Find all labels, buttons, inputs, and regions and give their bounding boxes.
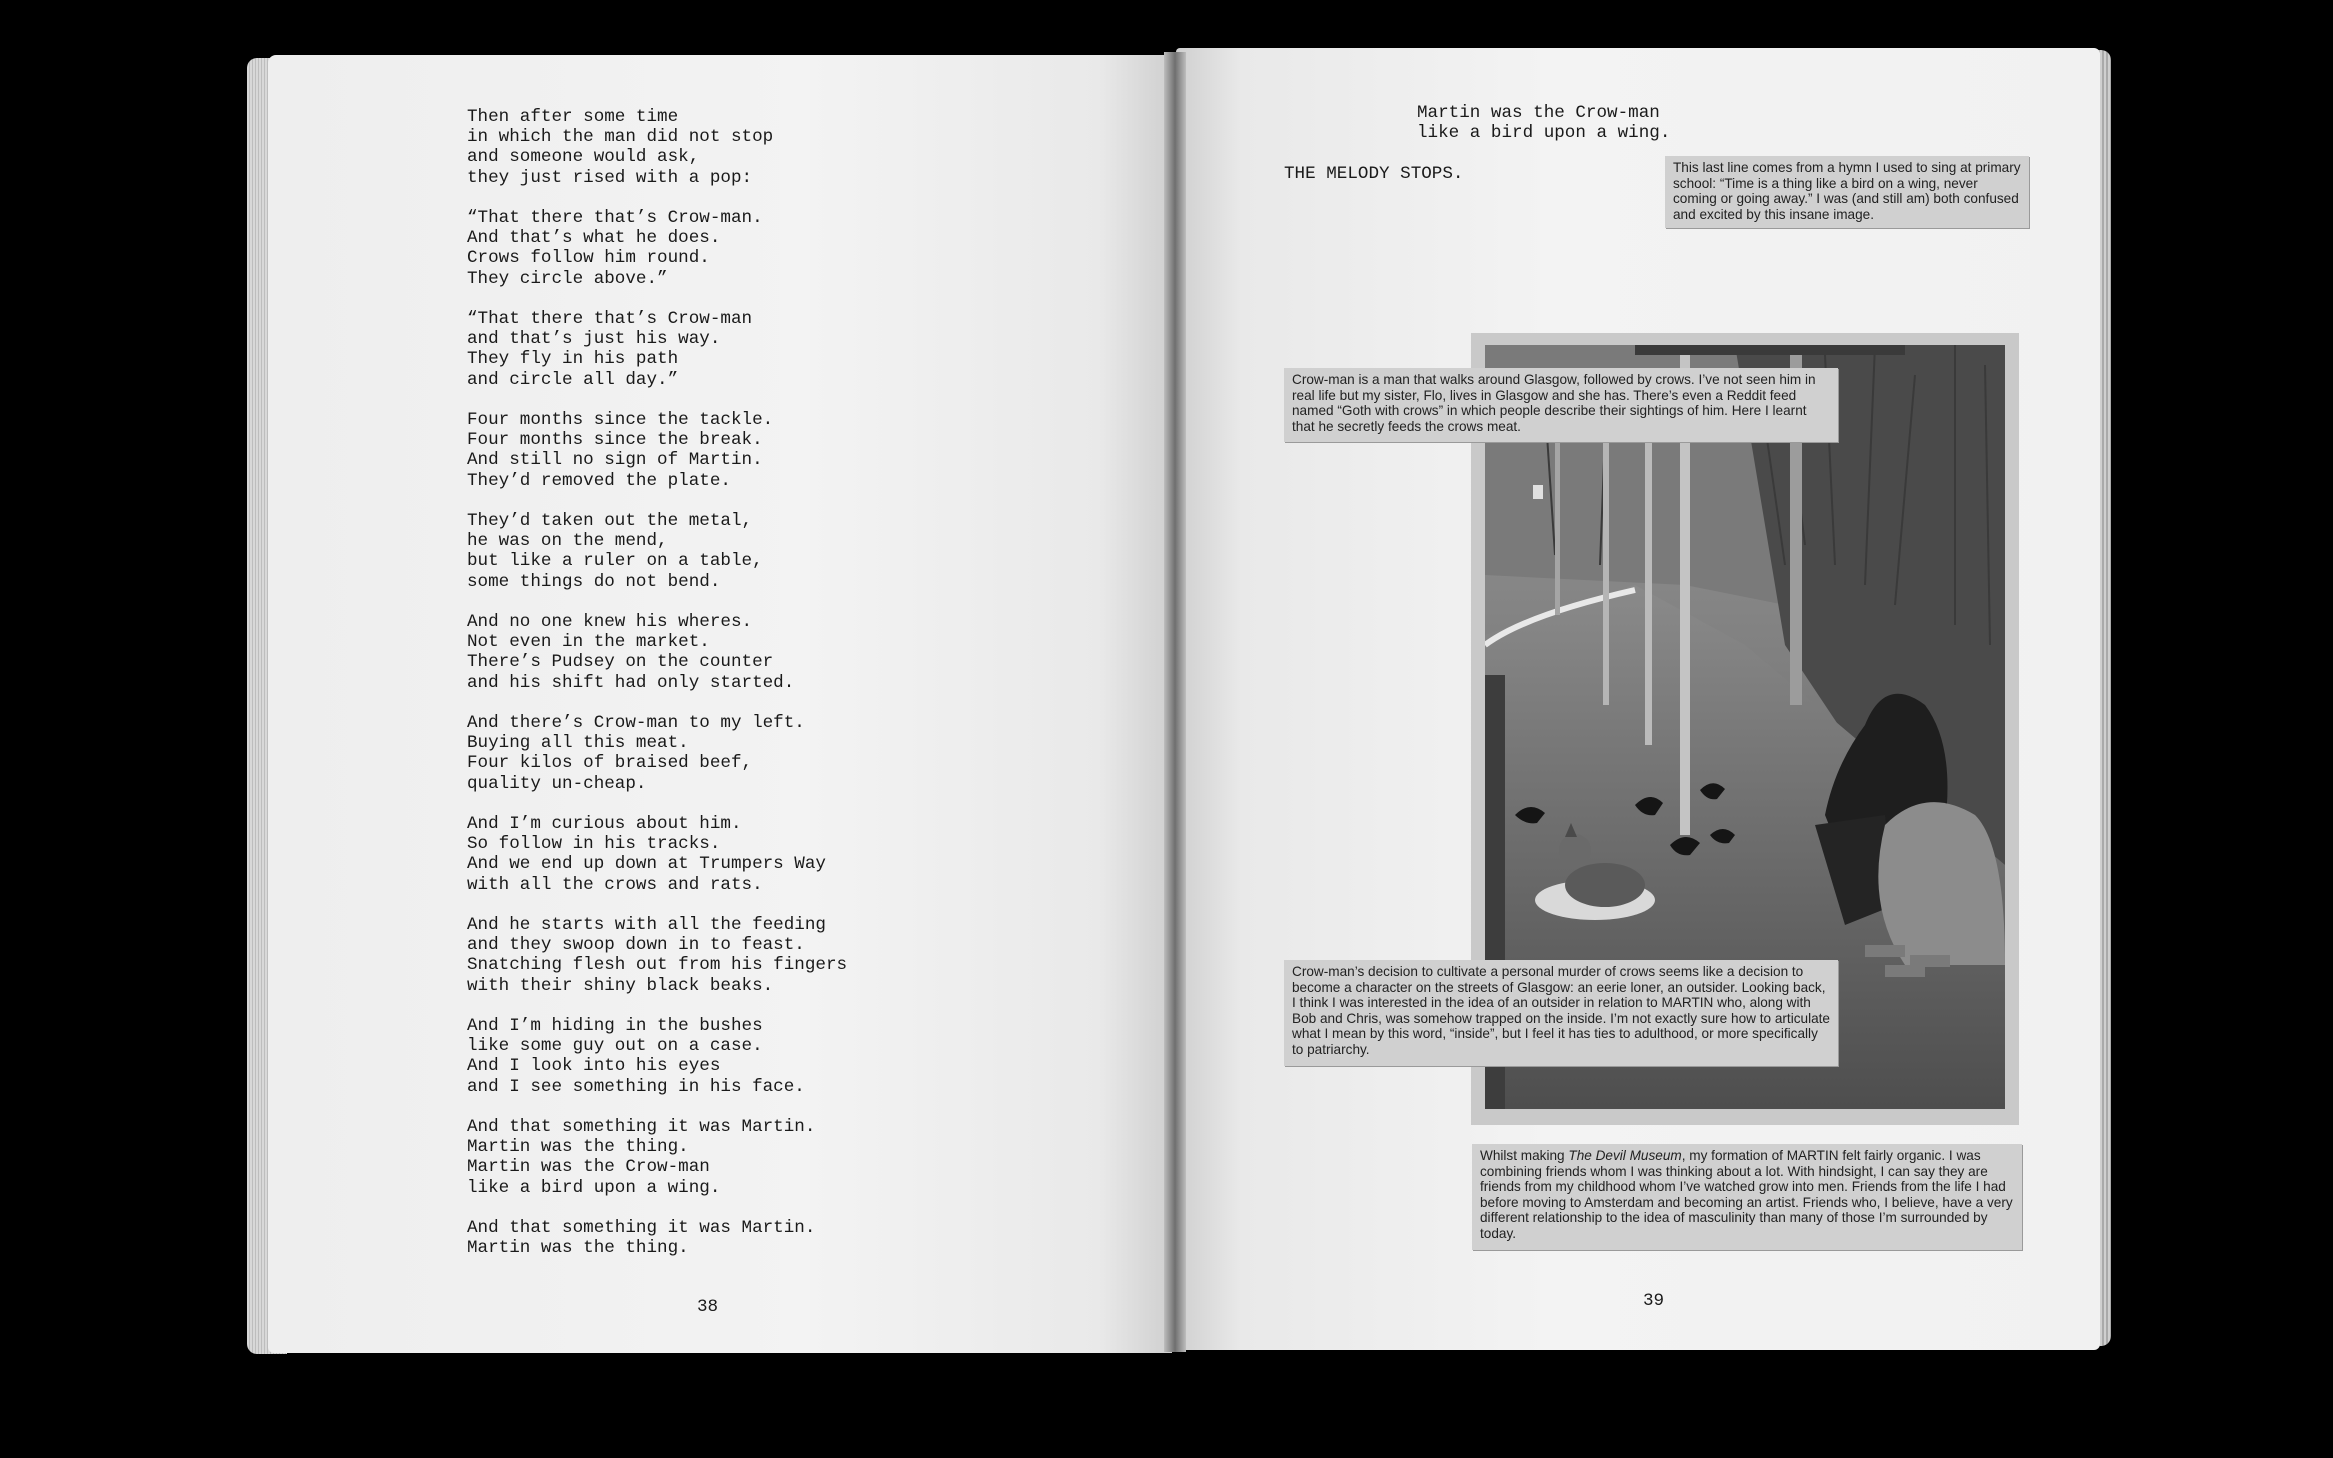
stanza (467, 1117, 887, 1198)
stanza (467, 1218, 887, 1258)
stanza (467, 208, 887, 289)
footnote-text: Whilst making (1480, 1148, 1569, 1163)
poem-line: with their shiny black beaks. (467, 975, 774, 996)
poem-line: Crows follow him round. (467, 248, 710, 269)
poem-line: And he starts with all the feeding (467, 915, 826, 935)
poem-line: And I’m hiding in the bushes (467, 1016, 763, 1036)
poem-line: They’d removed the plate. (467, 470, 731, 491)
poem-line: Martin was the Crow-man (467, 1157, 710, 1178)
poem-line: And that’s what he does. (467, 228, 721, 249)
poem-line: “That there that’s Crow-man. (467, 208, 763, 228)
poem-line: “That there that’s Crow-man (467, 309, 753, 329)
poem-line: some things do not bend. (467, 571, 721, 592)
poem-line: Four months since the tackle. (467, 410, 774, 430)
poem-line: Martin was the Crow-man (1417, 103, 1660, 123)
poem-line: They’d taken out the metal, (467, 511, 753, 531)
poem-line: And no one knew his wheres. (467, 612, 753, 632)
poem-line: like some guy out on a case. (467, 1036, 763, 1057)
stanza (467, 511, 887, 592)
poem-line: Four kilos of braised beef, (467, 753, 753, 774)
poem-line: They fly in his path (467, 349, 679, 370)
poem-line: Four months since the break. (467, 430, 763, 451)
poem-line: and I see something in his face. (467, 1076, 805, 1097)
stanza (467, 309, 887, 390)
poem-text (467, 107, 887, 1279)
stanza (467, 1016, 887, 1097)
stage-direction: THE MELODY STOPS. (1284, 164, 1464, 184)
stanza (467, 107, 887, 188)
poem-line: like a bird upon a wing. (1417, 123, 1671, 144)
poem-line: So follow in his tracks. (467, 834, 721, 855)
footnote-crowman: Crow-man is a man that walks around Glasgow, followed by crows. I’ve not seen him in real life but my sister, Flo, lives in Glasgow and she has. There’s even a Reddit feed named “Goth with crows” in which people describe their sightings of him. Here I learnt that he secretly feeds the crows meat. (1284, 368, 1838, 442)
stanza (467, 814, 887, 895)
poem-line: he was on the mend, (467, 531, 668, 552)
poem-line: There’s Pudsey on the counter (467, 652, 774, 673)
poem-line: They circle above.” (467, 268, 668, 289)
poem-line: and circle all day.” (467, 369, 679, 390)
poem-line: and his shift had only started. (467, 672, 795, 693)
poem-line: they just rised with a pop: (467, 167, 753, 188)
poem-line: And I look into his eyes (467, 1056, 721, 1077)
poem-line: quality un-cheap. (467, 773, 647, 794)
footnote-devil-museum (1472, 1144, 2022, 1250)
stanza (467, 612, 887, 693)
page-number-right: 39 (1643, 1291, 1665, 1311)
poem-line: and they swoop down in to feast. (467, 935, 805, 956)
poem-line: And I’m curious about him. (467, 814, 742, 834)
poem-line: Snatching flesh out from his fingers (467, 955, 848, 976)
poem-line: Buying all this meat. (467, 733, 689, 754)
poem-line: And that something it was Martin. (467, 1218, 816, 1238)
poem-line: Not even in the market. (467, 632, 710, 653)
poem-line: And there’s Crow-man to my left. (467, 713, 805, 733)
stanza (467, 410, 887, 491)
footnote-text: , my formation of MARTIN felt fairly organic. I was combining friends whom I was thinking about a lot. With hindsight, I can say they are friends from my childhood whom I’ve watched grow into men. Friends from the life I had before moving to Amsterdam and becoming an artist. Friends who, I believe, have a very different relationship to the idea of masculinity than many of those I’m surrounded by today. (1480, 1148, 2013, 1241)
poem-line: And still no sign of Martin. (467, 450, 763, 471)
poem-line: Martin was the thing. (467, 1238, 689, 1259)
book-title: The Devil Museum (1568, 1148, 1682, 1163)
poem-line: in which the man did not stop (467, 127, 774, 148)
poem-line: And that something it was Martin. (467, 1117, 816, 1137)
footnote-murder-of-crows: Crow-man’s decision to cultivate a personal murder of crows seems like a decision to become a character on the streets of Glasgow: an eerie loner, an outsider. Looking back, I think I was interested in the idea of an outsider in relation to MARTIN who, along with Bob and Chris, was somehow trapped on the inside. I’m not exactly sure how to articulate what I mean by this word, “inside”, but I feel it has ties to adulthood, or more specifically to patriarchy. (1284, 960, 1838, 1066)
poem-line: with all the crows and rats. (467, 874, 763, 895)
footnote-hymn: This last line comes from a hymn I used to sing at primary school: “Time is a thing like a bird on a wing, never coming or going away.” I was (and still am) both confused and excited by this insane image. (1665, 156, 2029, 228)
poem-line: and someone would ask, (467, 147, 700, 168)
poem-continuation (1417, 103, 1670, 143)
book-gutter (1164, 52, 1186, 1352)
poem-line: but like a ruler on a table, (467, 551, 763, 572)
poem-line: Then after some time (467, 107, 679, 127)
poem-line: And we end up down at Trumpers Way (467, 854, 826, 875)
poem-line: Martin was the thing. (467, 1137, 689, 1158)
stanza (467, 713, 887, 794)
stanza (467, 915, 887, 996)
page-number-left: 38 (697, 1297, 719, 1317)
poem-line: like a bird upon a wing. (467, 1177, 721, 1198)
poem-line: and that’s just his way. (467, 329, 721, 350)
